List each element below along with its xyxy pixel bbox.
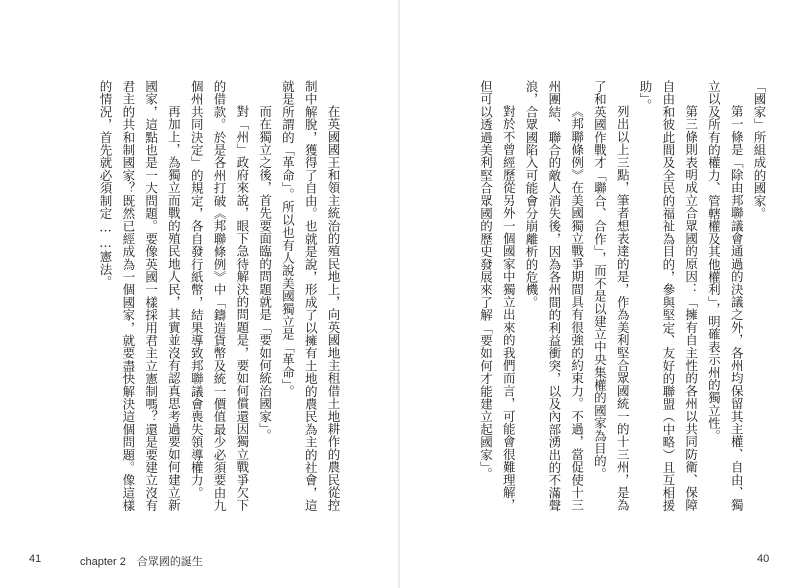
book-gutter <box>398 0 400 588</box>
left-paragraph-3: 對「州」政府來說，眼下急待解決的問題是，要如何償還因獨立戰爭欠下的借款。於是各州打破《邦聯條例》中「鑄造貨幣及統一價值最少必須要由九個州共同決定」的規定，各自發行紙幣，結果導致邦聯議會喪失領導權力。 <box>189 80 250 512</box>
left-paragraph-2: 而在獨立之後，首先要面臨的問題就是「要如何統治國家」。 <box>257 105 273 442</box>
right-paragraph-2: 第一條是「除由邦聯議會通過的決議之外，各州均保留其主權、自由、獨立以及所有的權力、管轄權及其他權利」，明確表示州的獨立性。 <box>706 80 745 512</box>
chapter-running-footer: chapter 2 合眾國的誕生 <box>80 556 203 568</box>
left-paragraph-4: 再加上，為獨立而戰的殖民地人民，其實並沒有認真思考過要如何建立新國家，這點也是一大問題。要像英國一樣採用君主立憲制嗎？還是要建立沒有君主的共和制國家？既然已經成為一個國家，就要盡快解決這個問題。像這樣的情況，首先就必須制定……憲法。 <box>98 80 182 512</box>
right-paragraph-3: 第三條則表明成立合眾國的原因：「擁有自主性的各州以共同防衛、保障自由和彼此間及全民的福祉為目的，參與堅定、友好的聯盟（中略）且互相援助」。 <box>638 80 699 512</box>
left-page-number: 41 <box>29 553 42 565</box>
right-paragraph-4: 列出以上三點，筆者想表達的是，作為美利堅合眾國統一的十三州，是為了和英國作戰才「聯合、合作」，而不是以建立中央集權的國家為目的。 <box>592 80 631 512</box>
right-paragraph-5: 《邦聯條例》在美國獨立戰爭期間具有很強的約束力。不過，當促使十三州團結、聯合的敵人消失後，因為各州間的利益衝突，以及內部湧出的不滿聲浪，合眾國陷入可能會分崩離析的危機。 <box>524 80 585 512</box>
right-page-text <box>444 80 770 520</box>
right-paragraph-1: 「國家」所組成的國家。 <box>752 80 767 220</box>
left-page-text <box>58 80 344 520</box>
left-paragraph-1: 在英國國王和領主統治的殖民地上，向英國地主租借土地耕作的農民從控制中解脫，獲得了自由。也就是說，形成了以擁有土地的農民為主的社會，這就是所謂的「革命」。所以也有人說美國獨立是「革命」。 <box>280 80 341 512</box>
right-page-number: 40 <box>757 553 770 565</box>
right-paragraph-6: 對於不曾經歷從另外一個國家中獨立出來的我們而言，可能會很難理解，但可以透過美利堅合眾國的歷史發展來了解「要如何才能建立起國家」。 <box>478 80 517 512</box>
